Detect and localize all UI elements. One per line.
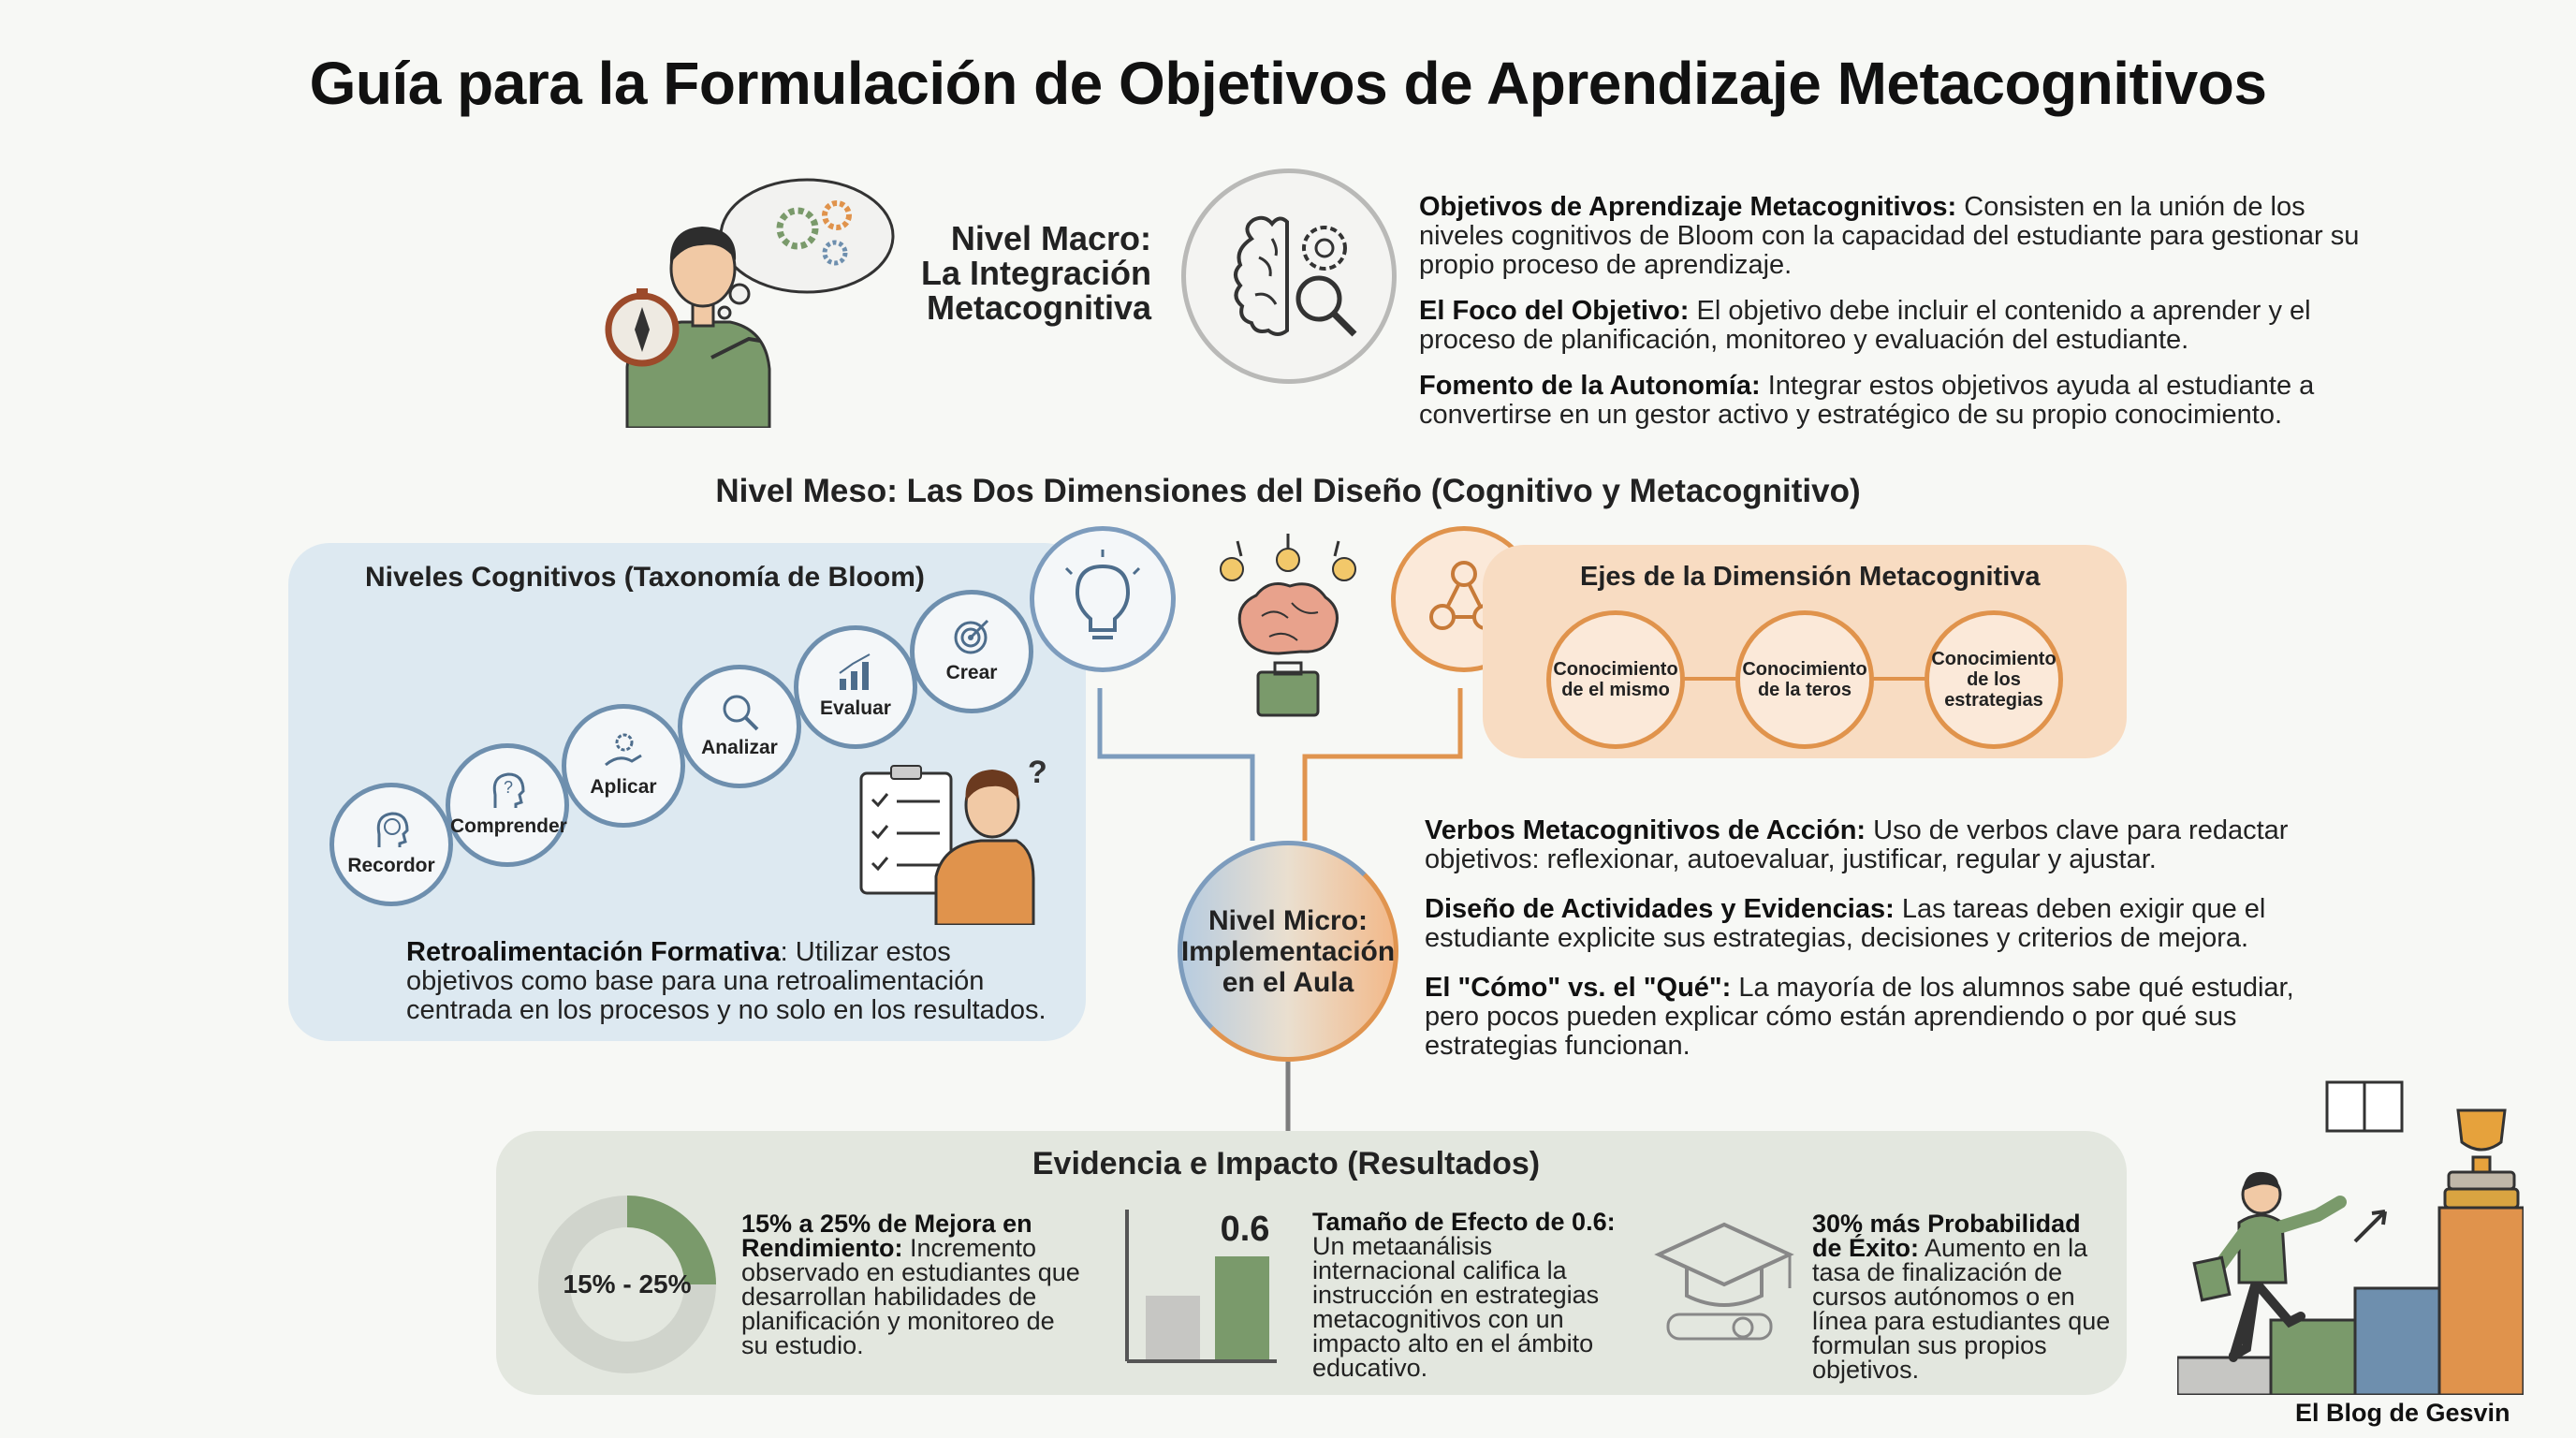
effect-size-value: 0.6 xyxy=(1220,1210,1270,1249)
bloom-level-label: Comprender xyxy=(450,815,567,837)
evidence-text: Incremento observado en estudiantes que desarrollan habilidades de planificación y monitoreo de su estudio. xyxy=(741,1234,1080,1359)
svg-text:?: ? xyxy=(504,778,514,797)
feedback-label: Retroalimentación Formativa xyxy=(406,937,781,967)
micro-title-line: Nivel Micro: xyxy=(1208,904,1368,936)
point-label: Fomento de la Autonomía: xyxy=(1419,371,1761,401)
target-icon xyxy=(948,613,995,660)
evidence-text: Un metaanálisis internacional califica la instrucción en estrategias metacognitivos con un impacto alto en el ámbito educativo. xyxy=(1312,1232,1600,1382)
metacognitive-panel-title: Ejes de la Dimensión Metacognitiva xyxy=(1580,562,2041,592)
thinking-student-checklist-illustration xyxy=(859,747,1056,925)
point-label: El Foco del Objetivo: xyxy=(1419,296,1690,326)
evidence-title: Evidencia e Impacto (Resultados) xyxy=(1032,1146,1541,1181)
evidence-item-effect xyxy=(1312,1210,1631,1380)
macro-title-line: Metacognitiva xyxy=(926,288,1151,327)
meso-level-title: Nivel Meso: Las Dos Dimensiones del Diseño (Cognitivo y Metacognitivo) xyxy=(715,473,1861,509)
point-text: Consisten en la unión de los niveles cognitivos de Bloom con la capacidad del estudiante para gestionar su propio proceso de aprendizaje. xyxy=(1419,192,2360,280)
axis-task-knowledge: Conocimiento de la teros xyxy=(1735,610,1874,749)
effect-bar xyxy=(1215,1256,1269,1359)
micro-points xyxy=(1425,816,2342,1081)
bloom-level-crear xyxy=(910,590,1033,713)
evidence-label: 15% a 25% de Mejora en Rendimiento: xyxy=(741,1210,1032,1262)
donut-label: 15% - 25% xyxy=(563,1269,692,1299)
baseline-bar xyxy=(1146,1296,1200,1359)
evidence-item-success xyxy=(1812,1211,2112,1382)
magnifier-icon xyxy=(716,688,763,735)
micro-point xyxy=(1425,974,2342,1061)
bloom-level-comprender xyxy=(446,743,569,867)
point-label: Diseño de Actividades y Evidencias: xyxy=(1425,894,1895,924)
blog-signature: El Blog de Gesvin xyxy=(2295,1399,2510,1427)
hand-gear-icon xyxy=(600,727,647,774)
bloom-level-label: Crear xyxy=(945,662,998,683)
bar-chart-icon xyxy=(832,649,879,696)
macro-title-line: La Integración xyxy=(920,254,1151,292)
lightbulb-icon xyxy=(1030,526,1176,672)
macro-point xyxy=(1419,372,2374,430)
question-head-icon xyxy=(484,767,531,814)
point-label: Verbos Metacognitivos de Acción: xyxy=(1425,815,1866,845)
student-compass-illustration xyxy=(599,170,908,428)
micro-title-line: en el Aula xyxy=(1222,966,1354,998)
macro-level-title xyxy=(871,221,1151,325)
point-label: Objetivos de Aprendizaje Metacognitivos: xyxy=(1419,192,1957,222)
bloom-level-label: Evaluar xyxy=(820,697,891,719)
point-text: Uso de verbos clave para redactar objetivos: reflexionar, autoevaluar, justificar, regular y ajustar. xyxy=(1425,815,2289,874)
point-text: La mayoría de los alumnos sabe qué estudiar, pero pocos pueden explicar cómo están aprendiendo o por qué sus estrategias funcionan. xyxy=(1425,973,2294,1061)
brain-head-icon xyxy=(368,806,415,853)
brain-briefcase-icon xyxy=(1204,532,1372,728)
point-text: Integrar estos objetivos ayuda al estudiante a convertirse en un gestor activo y estratégico de su propio conocimiento. xyxy=(1419,371,2315,430)
point-text: Las tareas deben exigir que el estudiante explicite sus estrategias, decisiones y criterios de mejora. xyxy=(1425,894,2266,953)
bloom-level-label: Aplicar xyxy=(590,776,657,798)
micro-point xyxy=(1425,895,2342,953)
micro-level-circle xyxy=(1178,841,1398,1062)
point-text: El objetivo debe incluir el contenido a aprender y el proceso de planificación, monitoreo y evaluación del estudiante. xyxy=(1419,296,2311,355)
evidence-text: Aumento en la tasa de finalización de cursos autónomos o en línea para estudiantes que formulan sus propios objetivos. xyxy=(1812,1234,2111,1384)
feedback-text: : Utilizar estos objetivos como base para una retroalimentación centrada en los procesos y no solo en los resultados. xyxy=(406,937,1046,1025)
axis-self-knowledge: Conocimiento de el mismo xyxy=(1546,610,1685,749)
bloom-level-analizar xyxy=(678,665,801,788)
micro-title-line: Implementación xyxy=(1180,935,1396,967)
graduation-cap-diploma-icon xyxy=(1649,1219,1799,1350)
climbing-stairs-trophy-illustration xyxy=(2177,1077,2524,1395)
page-title: Guía para la Formulación de Objetivos de Aprendizaje Metacognitivos xyxy=(309,50,2267,117)
macro-title-line: Nivel Macro: xyxy=(950,219,1151,257)
evidence-label: 30% más Probabilidad de Éxito: xyxy=(1812,1210,2081,1262)
bloom-level-aplicar xyxy=(562,704,685,828)
bloom-level-recordar xyxy=(329,783,453,906)
macro-point xyxy=(1419,193,2374,280)
point-label: El "Cómo" vs. el "Qué": xyxy=(1425,973,1732,1003)
evidence-label: Tamaño de Efecto de 0.6: xyxy=(1312,1208,1616,1236)
macro-point xyxy=(1419,297,2374,355)
bloom-level-evaluar xyxy=(794,625,917,749)
evidence-item-improvement xyxy=(741,1211,1088,1357)
bloom-level-label: Recordor xyxy=(347,855,435,876)
feedback-note xyxy=(406,938,1052,1025)
brain-gear-icon xyxy=(1181,169,1397,384)
svg-text:?: ? xyxy=(1028,755,1047,790)
micro-point xyxy=(1425,816,2342,874)
axis-strategy-knowledge: Conocimiento de los estrategias xyxy=(1925,610,2063,749)
macro-points xyxy=(1419,193,2374,447)
bloom-level-label: Analizar xyxy=(701,737,778,758)
bloom-panel-title: Niveles Cognitivos (Taxonomía de Bloom) xyxy=(365,562,925,593)
